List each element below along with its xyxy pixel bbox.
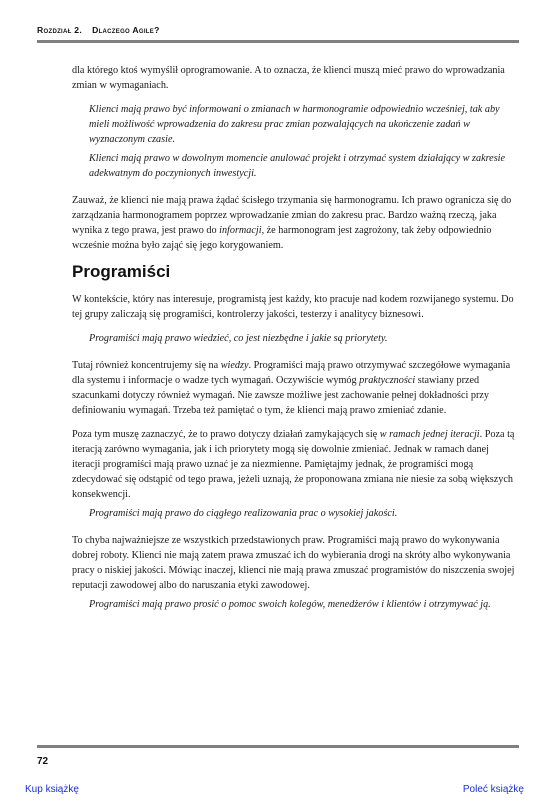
chapter-label: Rozdział 2. xyxy=(37,25,83,35)
chapter-title: Dlaczego Agile? xyxy=(92,25,160,35)
buy-book-link[interactable]: Kup książkę xyxy=(25,784,79,795)
paragraph-2-text-a: Zauważ, że klienci nie mają prawa żądać ścisłego trzymania się harmonogramu. Ich prawo ogranicza się do zarządzania harmonogramem poprzez wprowadzanie zmian do zakresu prac. Bardzo ważną rzeczą, jaka wynika z tego prawa, jest prawo do xyxy=(72,195,512,236)
paragraph-5-text-b: . Poza tą iteracją zarówno wymagania, jak i ich priorytety mogą się dowolnie zmieniać. Jednak w ramach danej iteracji programiści mają prawo uznać je za niezmienne. Pamiętajmy jednak, że programiści mogą zdecydować się odstąpić od tego prawa, jeżeli uznają, że proponowana zmiana nie niesie za sobą większych konsekwencji. xyxy=(72,429,515,500)
page-number: 72 xyxy=(37,756,49,767)
quote-5: Programiści mają prawo prosić o pomoc swoich kolegów, menedżerów i klientów i otrzymywać ją. xyxy=(89,599,491,610)
quote-3: Programiści mają prawo wiedzieć, co jest niezbędne i jakie są priorytety. xyxy=(89,333,388,344)
header-rule xyxy=(37,40,519,43)
paragraph-5 xyxy=(72,427,517,502)
paragraph-5-emphasis: w ramach jednej iteracji xyxy=(379,429,480,440)
paragraph-4-emphasis-a: wiedzy xyxy=(220,360,249,371)
paragraph-2-emphasis: informacji xyxy=(219,225,262,236)
paragraph-4 xyxy=(72,358,517,418)
page-body xyxy=(72,63,517,616)
paragraph-4-emphasis-b: praktyczności xyxy=(359,375,416,386)
quote-1: Klienci mają prawo być informowani o zmianach w harmonogramie odpowiednio wcześniej, tak aby mieli możliwość wprowadzenia do zakresu prac zmian pozwalających na ukończenie zadań w wyznaczonym czasie. xyxy=(89,104,500,145)
paragraph-6: To chyba najważniejsze ze wszystkich przedstawionych praw. Programiści mają prawo do wykonywania dobrej roboty. Klienci nie mają zatem prawa zmuszać ich do wybierania drogi na skróty albo wykonywania pracy o niskiej jakości. Mówiąc inaczej, klienci nie mają prawa zmuszać programistów do niszczenia swojej reputacji zawodowej albo do naruszania etyki zawodowej. xyxy=(72,535,515,591)
paragraph-1: dla którego ktoś wymyślił oprogramowanie. A to oznacza, że klienci muszą mieć prawo do wprowadzania zmian w wymaganiach. xyxy=(72,65,505,91)
paragraph-5-text-a: Poza tym muszę zaznaczyć, że to prawo dotyczy działań zamykających się xyxy=(72,429,380,440)
paragraph-2-text-b: , że harmonogram jest zagrożony, tak żeby odpowiednio wcześnie można było zająć się jego korygowaniem. xyxy=(72,225,492,251)
section-heading: Programiści xyxy=(72,262,171,281)
running-header xyxy=(37,25,517,35)
paragraph-3: W kontekście, który nas interesuje, programistą jest każdy, kto pracuje nad kodem rozwijanego systemu. Do tej grupy zaliczają się programiści, kontrolerzy jakości, testerzy i analitycy biznesowi. xyxy=(72,294,514,320)
footer-rule xyxy=(37,745,519,748)
paragraph-4-text-b: . Programiści mają prawo otrzymywać szczegółowe wymagania dla systemu i informacje o wadze tych wymagań. Oczywiście wymóg xyxy=(72,360,511,386)
paragraph-4-text-a: Tutaj również koncentrujemy się na xyxy=(72,360,221,371)
paragraph-2 xyxy=(72,193,517,253)
recommend-book-link[interactable]: Poleć książkę xyxy=(462,784,524,795)
paragraph-4-text-c: stawiany przed szacunkami dotyczy również wymagań. Nie zawsze możliwe jest zachowanie pełnej dokładności przy definiowaniu wymagań. Trzeba też pamiętać o tym, że klienci mają prawo zmieniać zdanie. xyxy=(72,375,489,416)
quote-4: Programiści mają prawo do ciągłego realizowania prac o wysokiej jakości. xyxy=(89,508,398,519)
quote-2: Klienci mają prawo w dowolnym momencie anulować projekt i otrzymać system działający w zakresie adekwatnym do poczynionych inwestycji. xyxy=(89,153,506,179)
